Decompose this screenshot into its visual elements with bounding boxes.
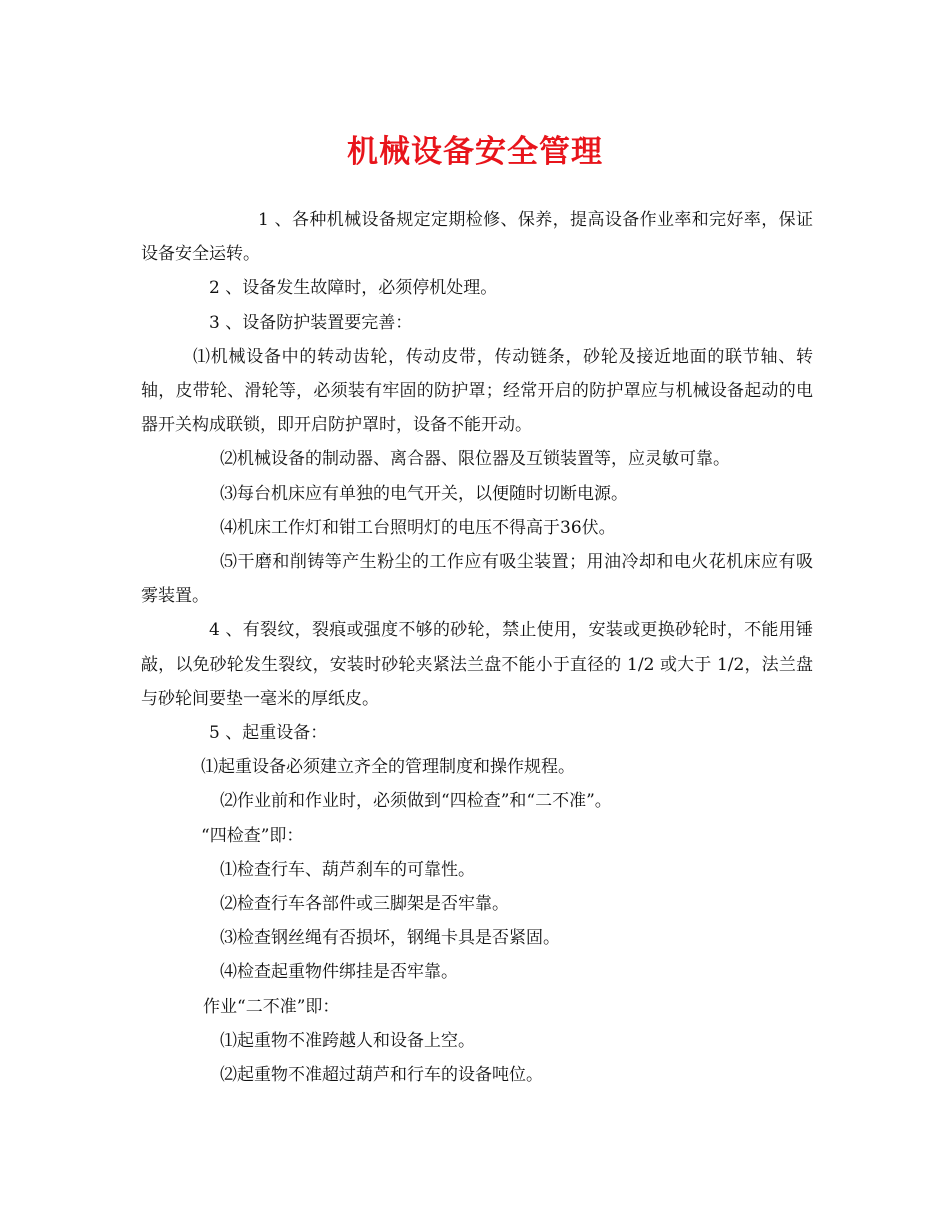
paragraph-p14: ⑴检查行车、葫芦刹车的可靠性。 bbox=[220, 859, 475, 880]
paragraph-p15: ⑵检查行车各部件或三脚架是否牢靠。 bbox=[220, 894, 509, 915]
paragraph-p1: 1 、各种机械设备规定定期检修、保养，提高设备作业率和完好率，保证设备安全运转。 bbox=[141, 210, 813, 265]
paragraph-p8: ⑸干磨和削铸等产生粉尘的工作应有吸尘装置；用油冷却和电火花机床应有吸雾装置。 bbox=[141, 552, 813, 607]
document-body bbox=[141, 203, 813, 1092]
paragraph-p9: 4 、有裂纹，裂痕或强度不够的砂轮，禁止使用，安装或更换砂轮时，不能用锤敲，以免砂轮发生裂纹，安装时砂轮夹紧法兰盘不能小于直径的 1/2 或大于 1/2，法兰盘与砂轮间要垫一毫米的厚纸皮。 bbox=[141, 620, 813, 709]
paragraph-p3: 3 、设备防护装置要完善： bbox=[209, 312, 413, 333]
paragraph-p2: 2 、设备发生故障时，必须停机处理。 bbox=[209, 278, 498, 299]
paragraph-p18: 作业“二不准”即： bbox=[203, 996, 340, 1017]
paragraph-p7: ⑷机床工作灯和钳工台照明灯的电压不得高于36伏。 bbox=[220, 517, 616, 538]
paragraph-p4: ⑴机械设备中的转动齿轮，传动皮带，传动链条，砂轮及接近地面的联节轴、转轴，皮带轮、滑轮等，必须装有牢固的防护罩；经常开启的防护罩应与机械设备起动的电器开关构成联锁，即开启防护罩时，设备不能开动。 bbox=[141, 346, 813, 436]
paragraph-p16: ⑶检查钢丝绳有否损坏，钢绳卡具是否紧固。 bbox=[220, 928, 560, 949]
paragraph-p5: ⑵机械设备的制动器、离合器、限位器及互锁装置等，应灵敏可靠。 bbox=[220, 449, 730, 470]
paragraph-p10: 5 、起重设备： bbox=[209, 723, 328, 744]
paragraph-p17: ⑷检查起重物件绑挂是否牢靠。 bbox=[220, 962, 458, 983]
paragraph-p13: “四检查”即： bbox=[201, 825, 304, 846]
paragraph-p12: ⑵作业前和作业时，必须做到“四检查”和“二不准”。 bbox=[220, 791, 612, 812]
paragraph-p20: ⑵起重物不准超过葫芦和行车的设备吨位。 bbox=[220, 1065, 543, 1086]
paragraph-p11: ⑴起重设备必须建立齐全的管理制度和操作规程。 bbox=[201, 757, 575, 778]
paragraph-p19: ⑴起重物不准跨越人和设备上空。 bbox=[220, 1030, 475, 1051]
paragraph-p6: ⑶每台机床应有单独的电气开关，以便随时切断电源。 bbox=[220, 483, 628, 504]
document-title: 机械设备安全管理 bbox=[347, 134, 603, 170]
